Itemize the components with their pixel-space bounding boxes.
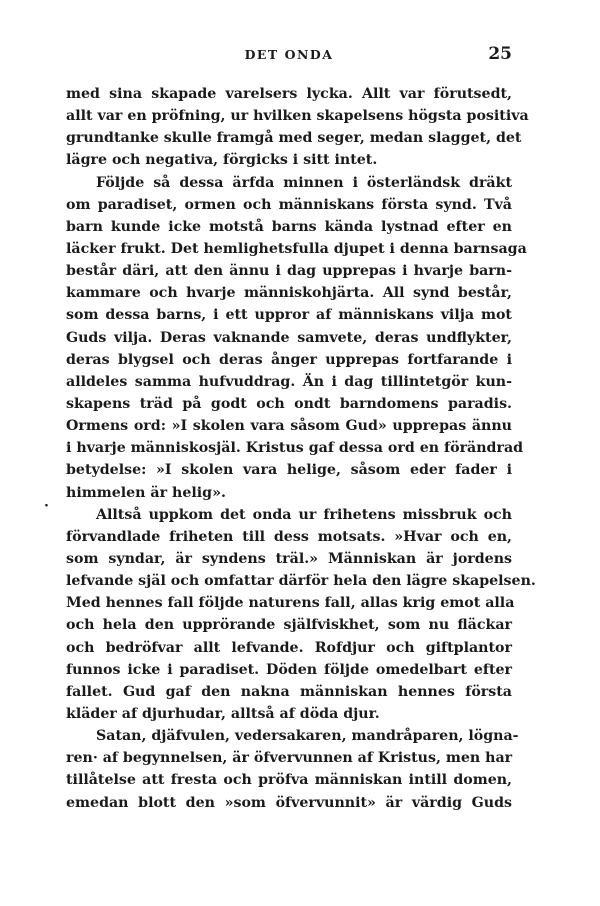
running-title: DET ONDA bbox=[244, 47, 334, 62]
text-line: grundtanke skulle framgå med seger, medan slagget, det bbox=[66, 130, 522, 147]
text-line: Med hennes fall följde naturens fall, allas krig emot alla bbox=[66, 595, 515, 612]
text-line: med sina skapade varelsers lycka. Allt var förutsedt, bbox=[66, 86, 512, 102]
text-line: Följde så dessa ärfda minnen i österländsk dräkt bbox=[96, 174, 512, 191]
text-line: allt var en pröfning, ur hvilken skapelsens högsta positiva bbox=[66, 108, 529, 125]
text-line: förvandlade friheten till dess motsats. »Hvar och en, bbox=[66, 528, 512, 545]
text-line: Ormens ord: »I skolen vara såsom Gud» upprepas ännu bbox=[66, 418, 512, 435]
text-line: deras blygsel och deras ånger upprepas fortfarande i bbox=[66, 351, 512, 368]
page-number: 25 bbox=[488, 44, 512, 64]
text-line: funnos icke i paradiset. Döden följde omedelbart efter bbox=[66, 661, 512, 678]
text-line: i hvarje människosjäl. Kristus gaf dessa ord en förändrad bbox=[66, 440, 524, 457]
text-line: emedan blott den »som öfvervunnit» är värdig Guds bbox=[66, 794, 512, 811]
text-line: och bedröfvar allt lefvande. Rofdjur och giftplantor bbox=[66, 639, 512, 656]
text-line: om paradiset, ormen och människans första synd. Två bbox=[66, 196, 512, 213]
text-line: kammare och hvarje människohjärta. All synd består, bbox=[66, 285, 512, 302]
text-line: alldeles samma hufvuddrag. Än i dag tillintetgör kun- bbox=[66, 373, 512, 390]
text-line: himmelen är helig». bbox=[66, 484, 226, 501]
text-line: barn kunde icke motstå barns kända lystnad efter en bbox=[66, 218, 512, 235]
text-line: betydelse: »I skolen vara helige, såsom eder fader i bbox=[66, 462, 512, 479]
text-line: som dessa barns, i ett uppror af människans vilja mot bbox=[66, 307, 512, 324]
text-line: fallet. Gud gaf den nakna människan hennes första bbox=[66, 683, 512, 700]
text-line: skapens träd på godt och ondt barndomens paradis. bbox=[66, 395, 512, 412]
running-header bbox=[66, 44, 512, 69]
text-line: som syndar, är syndens träl.» Människan är jordens bbox=[66, 550, 512, 567]
text-line: kläder af djurhudar, alltså af döda djur. bbox=[66, 705, 380, 722]
stray-mark: · bbox=[44, 498, 49, 514]
text-line: ren· af begynnelsen, är öfvervunnen af Kristus, men har bbox=[66, 750, 513, 767]
text-line: läcker frukt. Det hemlighetsfulla djupet i denna barnsaga bbox=[66, 240, 527, 257]
text-line: Guds vilja. Deras vaknande samvete, deras undflykter, bbox=[66, 329, 512, 346]
body-text bbox=[66, 83, 536, 814]
text-line: består däri, att den ännu i dag upprepas i hvarje barn- bbox=[66, 263, 512, 280]
text-line: Satan, djäfvulen, vedersakaren, mandråparen, lögna- bbox=[96, 728, 519, 745]
text-line: tillåtelse att fresta och pröfva människan intill domen, bbox=[66, 772, 512, 789]
text-line: och hela den upprörande själfviskhet, som nu fläckar bbox=[66, 617, 512, 634]
text-line: lägre och negativa, förgicks i sitt intet. bbox=[66, 152, 378, 169]
text-line: lefvande själ och omfattar därför hela den lägre skapelsen. bbox=[66, 573, 536, 590]
text-line: Alltså uppkom det onda ur frihetens missbruk och bbox=[96, 506, 512, 523]
